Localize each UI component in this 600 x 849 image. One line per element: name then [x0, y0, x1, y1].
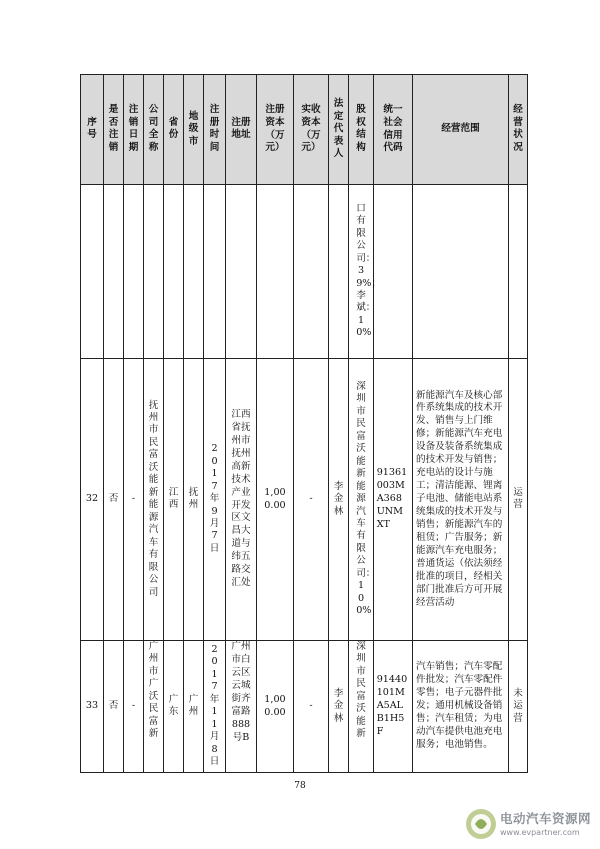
reg-capital-cell: 1,000.00	[257, 359, 294, 641]
table-header-row	[81, 75, 528, 185]
header-cell: 省份	[164, 75, 184, 185]
header-cell: 股权结构	[349, 75, 374, 185]
row-number: 33	[81, 641, 104, 773]
address-cell: 广州市白云区云城街齐富路888号B	[226, 641, 257, 773]
credit-code-cell: 91361003MA368UNMXT	[374, 359, 413, 641]
province-cell: 广东	[164, 641, 184, 773]
paid-capital-cell: -	[294, 641, 329, 773]
cancel-date-cell: -	[124, 359, 144, 641]
table-row-continuation	[81, 185, 528, 359]
status-cell: 未运营	[509, 641, 528, 773]
equity-cell: 口有限公司：39%；李斌：10%	[349, 185, 374, 359]
cancel-date-cell: -	[124, 641, 144, 773]
header-cell: 序号	[81, 75, 104, 185]
header-cell: 经营范围	[413, 75, 509, 185]
reg-time-cell: 2017年11月8日	[204, 641, 226, 773]
business-scope-cell: 新能源汽车及核心部件系统集成的技术开发、销售与上门维修；新能源汽车充电设备及装备系统集成的技术开发与销售；充电站的设计与施工；清洁能源、锂离子电池、储能电站系统集成的技术开发与销售；新能源汽车的租赁；广告服务；新能源汽车充电服务；普通货运（依法须经批准的项目，经相关部门批准后方可开展经营活动	[413, 359, 509, 641]
cancelled-cell: 否	[104, 641, 124, 773]
watermark-text: 电动汽车资源网	[500, 811, 592, 826]
address-cell: 江西省抚州市抚州高新技术产业开发区文昌大道与纬五路交汇处	[226, 359, 257, 641]
header-cell: 注册时间	[204, 75, 226, 185]
header-cell: 注销日期	[124, 75, 144, 185]
credit-code-cell: 91440101MA5ALB1H5F	[374, 641, 413, 773]
header-cell: 注册资本（万元）	[257, 75, 294, 185]
company-table	[80, 74, 528, 773]
header-cell: 法定代表人	[329, 75, 349, 185]
header-cell: 实收资本（万元）	[294, 75, 329, 185]
reg-time-cell: 2017年9月7日	[204, 359, 226, 641]
paid-capital-cell: -	[294, 359, 329, 641]
equity-cell: 深圳市民富沃能新能源汽车有限公司：100%	[349, 359, 374, 641]
table-row	[81, 359, 528, 641]
status-cell: 运营	[509, 359, 528, 641]
table-row	[81, 641, 528, 773]
reg-capital-cell: 1,000.00	[257, 641, 294, 773]
header-cell: 是否注销	[104, 75, 124, 185]
city-cell: 抚州	[184, 359, 204, 641]
equity-cell: 深圳市民富沃能新	[349, 641, 374, 773]
header-cell: 地级市	[184, 75, 204, 185]
legal-rep-cell: 李金林	[329, 359, 349, 641]
company-name-cell: 抚州市民富沃能新能源汽车有限公司	[144, 359, 164, 641]
city-cell: 广州	[184, 641, 204, 773]
cancelled-cell: 否	[104, 359, 124, 641]
province-cell: 江西	[164, 359, 184, 641]
header-cell: 统一社会信用代码	[374, 75, 413, 185]
watermark-url: www.evpartner.com	[500, 828, 580, 837]
row-number: 32	[81, 359, 104, 641]
business-scope-cell: 汽车销售；汽车零配件批发；汽车零配件零售；电子元器件批发；通用机械设备销售；汽车租赁；为电动汽车提供电池充电服务；电池销售。	[413, 641, 509, 773]
header-cell: 公司全称	[144, 75, 164, 185]
page-number: 78	[294, 781, 306, 791]
legal-rep-cell: 李金林	[329, 641, 349, 773]
company-name-cell: 广州市广沃民富新	[144, 641, 164, 773]
header-cell: 注册地址	[226, 75, 257, 185]
header-cell: 经营状况	[509, 75, 528, 185]
